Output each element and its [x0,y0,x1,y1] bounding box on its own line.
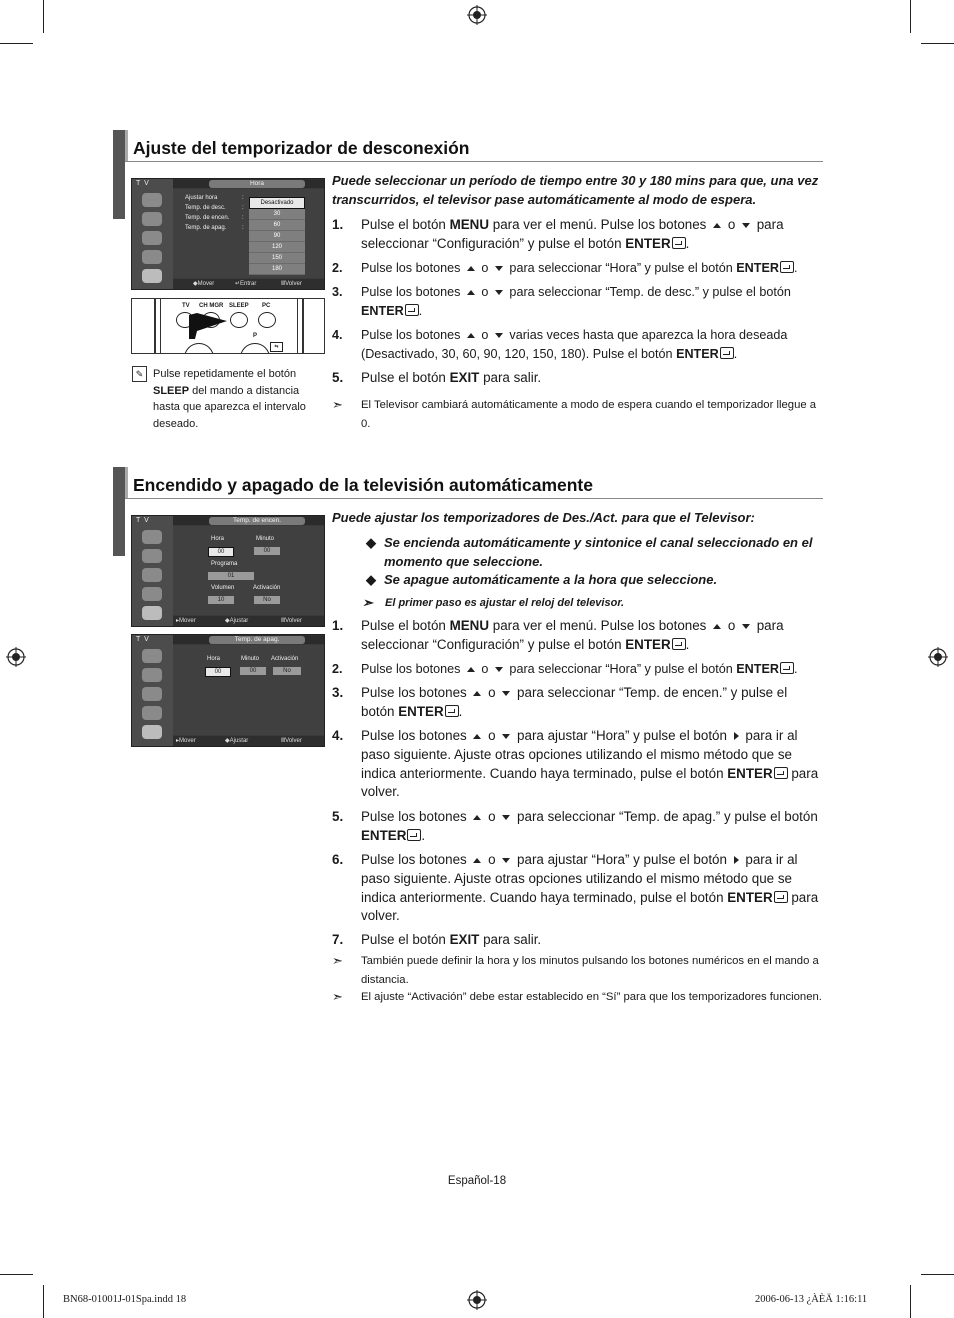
channel-icon [142,687,162,701]
step-item: 3. Pulse los botones o para seleccionar “Temp. de desc.” y pulse el botón ENTER . [332,285,791,318]
footer-return: ⅢVolver [281,738,302,744]
step-item: 4. Pulse los botones o varias veces hasta que aparezca la hora deseada (Desactivado, 30, 60, 90, 120, 150, 180). Pulse el botón ENTER . [332,328,788,361]
arrow-note-icon: ➣ [332,397,343,412]
registration-mark-icon [467,1290,487,1310]
step-item: 4. Pulse los botones o para ajustar “Hora” y pulse el botón para ir al paso siguiente. Ajuste otras opciones utilizando el mismo método que se indica anteriormente. Cuando haya terminado, pulse el botón ENTER para volver. [332,728,819,800]
up-arrow-icon [467,266,475,271]
footer-adjust: ◆Ajustar [225,738,249,744]
minuto-field[interactable]: 00 [240,667,266,675]
programa-field[interactable]: 01 [208,572,254,580]
footer-move: ▸Mover [176,738,196,744]
setup-icon [142,250,162,264]
tv-menu-screen-temp-apag [131,634,325,747]
step-item: 2. Pulse los botones o para seleccionar “Hora” y pulse el botón ENTER . [332,662,798,676]
note-item: ➣ También puede definir la hora y los minutos pulsando los botones numéricos en el mando a distancia. [332,953,819,986]
arrow-note-icon: ➣ [332,989,343,1004]
setup-icon [142,587,162,601]
down-arrow-icon [502,734,510,739]
tv-topbar [173,516,324,525]
step-item: 5. Pulse los botones o para seleccionar “Temp. de apag.” y pulse el botón ENTER . [332,809,818,843]
right-arrow-icon [734,856,739,864]
sleep-option[interactable]: 120 [249,242,305,253]
footer-move: ◆Mover [193,281,215,287]
registration-mark-icon [928,647,948,667]
picture-icon [142,193,162,207]
colon: : [242,215,244,221]
remote-pc-label: PC [262,303,271,309]
file-slug: BN68-01001J-01Spa.indd 18 [63,1294,187,1305]
down-arrow-icon [495,333,503,338]
first-step-note: ➣ El primer paso es ajustar el reloj del televisor. [362,594,854,613]
up-arrow-icon [473,858,481,863]
crop-mark [0,43,33,44]
hora-label: Hora [207,656,221,662]
section-intro: Puede seleccionar un período de tiempo entre 30 y 180 mins para que, una vez transcurridos, el televisor pase automáticamente al modo de espera. [332,173,819,207]
remote-ch-button[interactable] [240,343,270,354]
up-arrow-icon [713,223,721,228]
tv-header: Hora [209,180,305,188]
colon: : [242,195,244,201]
tv-footer [173,616,324,626]
note-item: ➣ El ajuste “Activación” debe estar establecido en “Sí” para que los temporizadores funcionen. [332,988,824,1007]
minuto-label: Minuto [241,656,260,662]
tv-label: T V [136,517,150,524]
diamond-icon: ◆ [366,572,376,587]
crop-mark [921,43,954,44]
memo-icon: ✎ [132,366,147,382]
step-item: 1. Pulse el botón MENU para ver el menú. Pulse los botones o para seleccionar “Configuración” y pulse el botón ENTER . [332,618,784,652]
registration-mark-icon [467,5,487,25]
enter-icon [780,261,794,273]
section-bar-accent [125,130,128,161]
up-arrow-icon [473,815,481,820]
sleep-option[interactable]: Desactivado [249,197,305,209]
activacion-label: Activación [271,656,299,662]
section-rule [125,498,823,499]
menu-item: Ajustar hora [185,195,218,201]
memo-text: Pulse repetidamente el botón SLEEP del mando a distancia hasta que aparezca el intervalo deseado. [153,368,306,430]
activacion-field[interactable]: No [254,596,280,604]
step-item: 7. Pulse el botón EXIT para salir. [332,932,542,947]
volumen-label: Volumen [211,585,235,591]
tv-menu-screen-temp-encen [131,515,325,627]
gear-icon [142,269,162,283]
gear-icon [142,725,162,739]
down-arrow-icon [742,624,750,629]
channel-icon [142,568,162,582]
menu-item: Temp. de desc. [185,205,226,211]
sleep-option[interactable]: 60 [249,220,305,231]
crop-mark [910,1285,911,1318]
crop-mark [43,0,44,33]
setup-icon [142,706,162,720]
tv-header: Temp. de apag. [209,636,305,644]
enter-icon [445,705,459,717]
tv-body [173,526,324,615]
arrow-note-icon: ➣ [332,953,343,968]
tv-sidebar [132,179,173,289]
bullet-item: ◆ Se encienda automáticamente y sintonice el canal seleccionado en el momento que seleccione. [366,535,813,569]
footer-move: ▸Mover [176,618,196,624]
remote-sleep-label: SLEEP [229,303,249,309]
section-title: Encendido y apagado de la televisión automáticamente [133,475,593,495]
down-arrow-icon [495,667,503,672]
sound-icon [142,668,162,682]
footer-enter: ↵Entrar [235,281,257,287]
tv-menu-screen-hora [131,178,325,290]
activacion-label: Activación [253,585,281,591]
step-item: 6. Pulse los botones o para ajustar “Hora” y pulse el botón para ir al paso siguiente. Ajuste otras opciones utilizando el mismo método que se indica anteriormente. Cuando haya terminado, pulse el botón ENTER para volver. [332,852,819,924]
sound-icon [142,549,162,563]
tv-sidebar [132,635,173,746]
footer-return: ⅢVolver [281,281,302,287]
tv-footer [173,279,324,289]
registration-mark-icon [6,647,26,667]
remote-vol-button[interactable] [184,343,214,354]
picture-icon [142,530,162,544]
section-intro: Puede ajustar los temporizadores de Des./Act. para que el Televisor: [332,510,755,525]
tv-label: T V [136,636,150,643]
tv-sidebar [132,516,173,626]
tv-topbar [173,179,324,188]
tv-topbar [173,635,324,644]
memo-note [132,366,322,432]
up-arrow-icon [473,691,481,696]
sleep-option[interactable]: 180 [249,264,305,275]
down-arrow-icon [495,290,503,295]
menu-item: Temp. de encen. [185,215,230,221]
enter-icon [407,829,421,841]
volumen-field[interactable]: 10 [208,596,234,604]
programa-label: Programa [211,561,238,567]
remote-pc-button[interactable] [258,312,276,328]
down-arrow-icon [502,691,510,696]
page-number: Español-18 [447,1175,507,1187]
channel-icon [142,231,162,245]
crop-mark [910,0,911,33]
down-arrow-icon [502,858,510,863]
remote-chmgr-label: CH MGR [199,303,224,309]
tv-body [173,645,324,735]
enter-icon [720,347,734,359]
footer-return: ⅢVolver [281,618,302,624]
sleep-option[interactable]: 90 [249,231,305,242]
step-item: 2. Pulse los botones o para seleccionar “Hora” y pulse el botón ENTER . [332,261,798,275]
up-arrow-icon [467,290,475,295]
hora-label: Hora [211,536,225,542]
step-item: 3. Pulse los botones o para seleccionar “Temp. de encen.” y pulse el botón ENTER . [332,685,788,719]
picture-icon [142,649,162,663]
enter-icon [672,638,686,650]
remote-p-label: P [253,333,258,339]
crop-mark [0,1274,33,1275]
date-slug: 2006-06-13 ¿ÀÈÄ 1:16:11 [755,1294,868,1305]
minuto-field[interactable]: 00 [254,547,280,555]
tv-label: T V [136,180,150,187]
crop-mark [43,1285,44,1318]
menu-item: Temp. de apag. [185,225,227,231]
gear-icon [142,606,162,620]
colon: : [242,225,244,231]
remote-tv-label: TV [182,303,190,309]
down-arrow-icon [502,815,510,820]
step-item: 1. Pulse el botón MENU para ver el menú. Pulse los botones o para seleccionar “Configuración” y pulse el botón ENTER . [332,217,784,251]
crop-mark [921,1274,954,1275]
down-arrow-icon [495,266,503,271]
sleep-option[interactable]: 30 [249,209,305,220]
sound-icon [142,212,162,226]
up-arrow-icon [467,333,475,338]
section-bar [113,130,125,219]
remote-control-illustration [131,298,325,354]
right-arrow-icon [734,732,739,740]
enter-icon [780,662,794,674]
hora-field[interactable]: 00 [208,547,234,557]
enter-icon [672,237,686,249]
enter-icon [774,891,788,903]
section-title: Ajuste del temporizador de desconexión [133,138,470,158]
note-item: ➣ El Televisor cambiará automáticamente a modo de espera cuando el temporizador llegue a 0. [332,397,817,430]
footer-adjust: ◆Ajustar [225,618,249,624]
activacion-field[interactable]: No [273,667,301,675]
enter-icon [405,304,419,316]
up-arrow-icon [467,667,475,672]
step-item: 5. Pulse el botón EXIT para salir. [332,370,542,385]
colon: : [242,205,244,211]
hora-field[interactable]: 00 [205,667,231,677]
sleep-options-list [249,197,305,275]
minuto-label: Minuto [256,536,275,542]
sleep-option[interactable]: 150 [249,253,305,264]
down-arrow-icon [742,223,750,228]
remote-prech-icon: ⇆ [270,342,283,352]
pointer-arrow-icon [187,311,237,341]
section-bar-accent [125,467,128,498]
up-arrow-icon [713,624,721,629]
section-rule [125,161,823,162]
tv-header: Temp. de encen. [209,517,305,525]
enter-icon [774,767,788,779]
tv-footer [173,736,324,746]
up-arrow-icon [473,734,481,739]
diamond-icon: ◆ [366,535,376,550]
bullet-item: ◆ Se apague automáticamente a la hora que seleccione. [366,571,822,590]
section-bar [113,467,125,556]
arrow-note-icon: ➣ [362,595,373,610]
